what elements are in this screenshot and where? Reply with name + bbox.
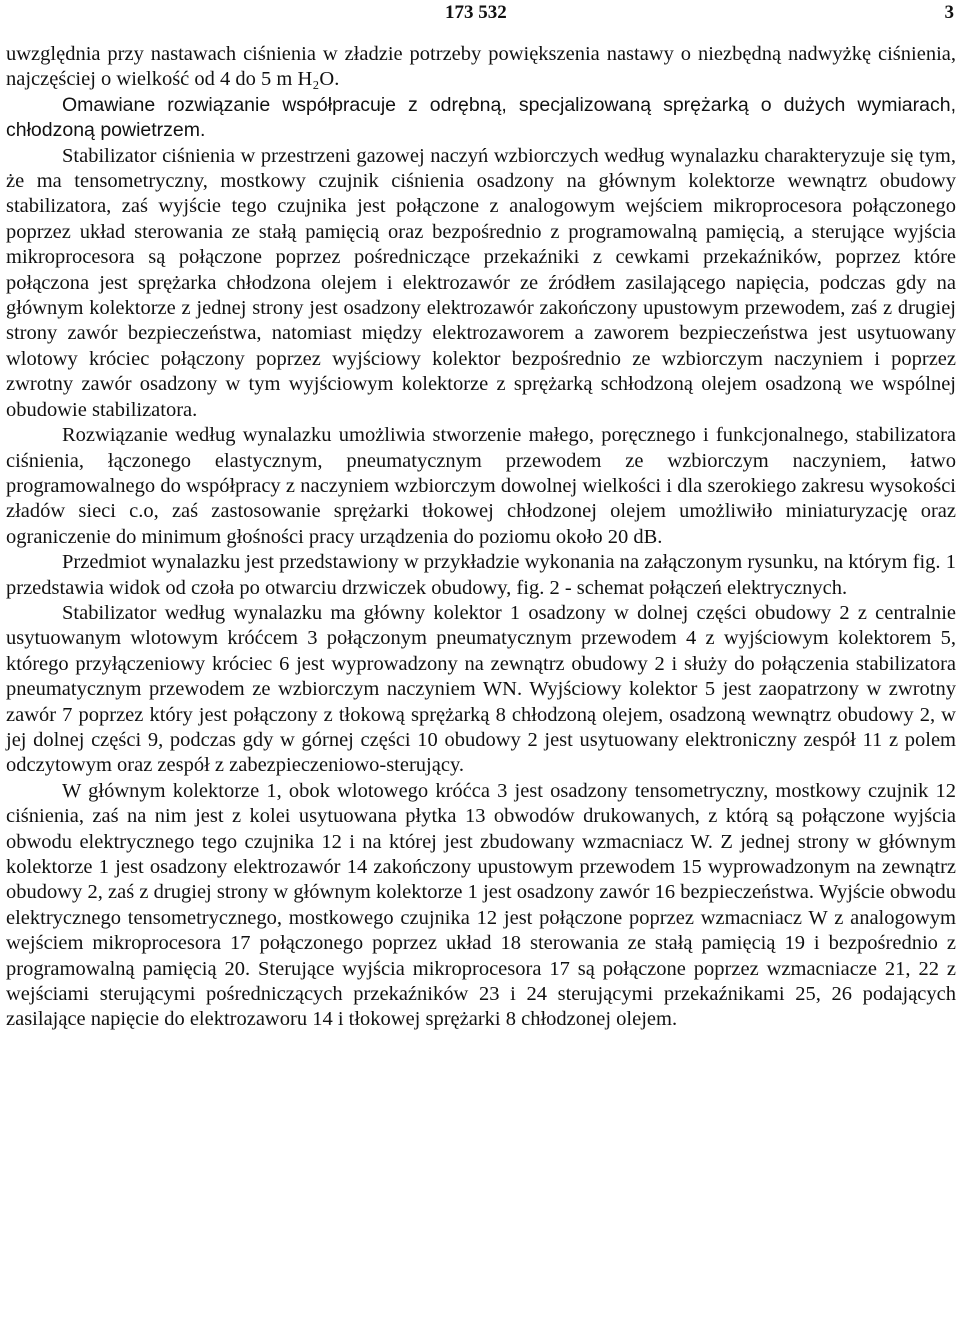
page-header [0,2,960,28]
paragraph-embodiment: Stabilizator według wynalazku ma główny kolektor 1 osadzony w dolnej części obudowy 2 z centralnie usytuowanym wlotowym króćcem 3 połączonym pneumatycznym przewodem 4 z wyjściowym kolektorem 5, którego przyłączeniowy króciec 6 jest wyprowadzony na zewnątrz obudowy 2 i służy do połączenia stabilizatora pneumatycznym przewodem ze wzbiorczym naczyniem WN. Wyjściowy kolektor 5 jest zaopatrzony w zwrotny zawór 7 poprzez który jest połączony z tłokową sprężarką 8 chłodzoną olejem, osadzoną wewnątrz obudowy 2, w jej dolnej części 9, podczas gdy w górnej części 10 obudowy 2 jest usytuowany elektroniczny zespół 11 z polem odczytowym oraz zespół z zabezpieczeniowo-sterujący. [6,601,956,777]
document-body [6,42,956,1033]
paragraph-invention-summary: Stabilizator ciśnienia w przestrzeni gazowej naczyń wzbiorczych według wynalazku charakteryzuje się tym, że ma tensometryczny, mostkowy czujnik ciśnienia osadzony na głównym kolektorze wewnątrz obudowy stabilizatora, zaś wyjście tego czujnika jest połączone z analogowym wejściem mikroprocesora połączonego poprzez układ sterowania ze stałą pamięcią oraz bezpośrednio z programowalną pamięcią, a sterujące wyjścia mikroprocesora są połączone poprzez pośredniczące przekaźniki z cewkami przekaźników, poprzez które połączona jest sprężarka chłodzona olejem i elektrozawór ze źródłem zasilającego napięcia, podczas gdy na głównym kolektorze z jednej strony jest osadzony elektrozawór zakończony upustowym przewodem, zaś z drugiej strony zawór bezpieczeństwa, natomiast między elektrozaworem a zaworem bezpieczeństwa jest usytuowany wlotowy króciec połączony poprzez wyjściowy kolektor bezpośrednio ze wzbiorczym naczyniem i poprzez zwrotny zawór osadzony w tym wyjściowym kolektorze z sprężarką schłodzoną olejem osadzoną we wspólnej obudowie stabilizatora. [6,144,956,421]
paragraph-continuation: uwzględnia przy nastawach ciśnienia w zładzie potrzeby powiększenia nastawy o niezbędną nadwyżkę ciśnienia, najczęściej o wielkość od 4 do 5 m H₂O. [6,43,956,91]
paragraph-prior-art: Omawiane rozwiązanie współpracuje z odrębną, specjalizowaną sprężarką o dużych wymiarach, chłodzoną powietrzem. [6,93,956,142]
paragraph-drawings: Przedmiot wynalazku jest przedstawiony w przykładzie wykonania na załączonym rysunku, na którym fig. 1 przedstawia widok od czoła po otwarciu drzwiczek obudowy, fig. 2 - schemat połączeń elektrycznych. [6,551,956,599]
paragraph-advantages: Rozwiązanie według wynalazku umożliwia stworzenie małego, poręcznego i funkcjonalnego, stabilizatora ciśnienia, łączonego elastycznym, pneumatycznym przewodem ze wzbiorczym naczyniem, łatwo programowalnego do współpracy z naczyniem wzbiorczym dowolnej wielkości i dla szerokiego zakresu wysokości zładów sieci c.o, zaś zastosowanie sprężarki tłokowej chłodzonej olejem umożliwiło miniaturyzację oraz ograniczenie do minimum głośności pracy urządzenia do poziomu około 20 dB. [6,424,956,548]
paragraph-electrical: W głównym kolektorze 1, obok wlotowego króćca 3 jest osadzony tensometryczny, mostkowy czujnik 12 ciśnienia, zaś na nim jest z kolei usytuowana płytka 13 obwodów drukowanych, z którą są połączone wyjścia obwodu elektrycznego tego czujnika 12 i na której jest zbudowany wzmacniacz W. Z jednej strony w głównym kolektorze 1 jest osadzony elektrozawór 14 zakończony upustowym przewodem 15 wyprowadzonym na zewnątrz obudowy 2, zaś z drugiej strony w głównym kolektorze 1 jest osadzony zawór 16 bezpieczeństwa. Wyjście obwodu elektrycznego tensometrycznego, mostkowego czujnika 12 jest połączone poprzez wzmacniacz W z analogowym wejściem mikroprocesora 17 połączonego poprzez układ 18 sterowania ze stałą pamięcią 19 i bezpośrednio z programowalną pamięcią 20. Sterujące wyjścia mikroprocesora 17 są połączone poprzez wzmacniacze 21, 22 z wejściami sterującymi pośredniczących przekaźników 23 i 24 sterującymi przekaźnikami 25, 26 podających zasilające napięcie do elektrozaworu 14 i tłokowej sprężarki 8 chłodzonej olejem. [6,779,956,1031]
patent-number: 173 532 [445,2,507,23]
page-number: 3 [944,2,954,23]
